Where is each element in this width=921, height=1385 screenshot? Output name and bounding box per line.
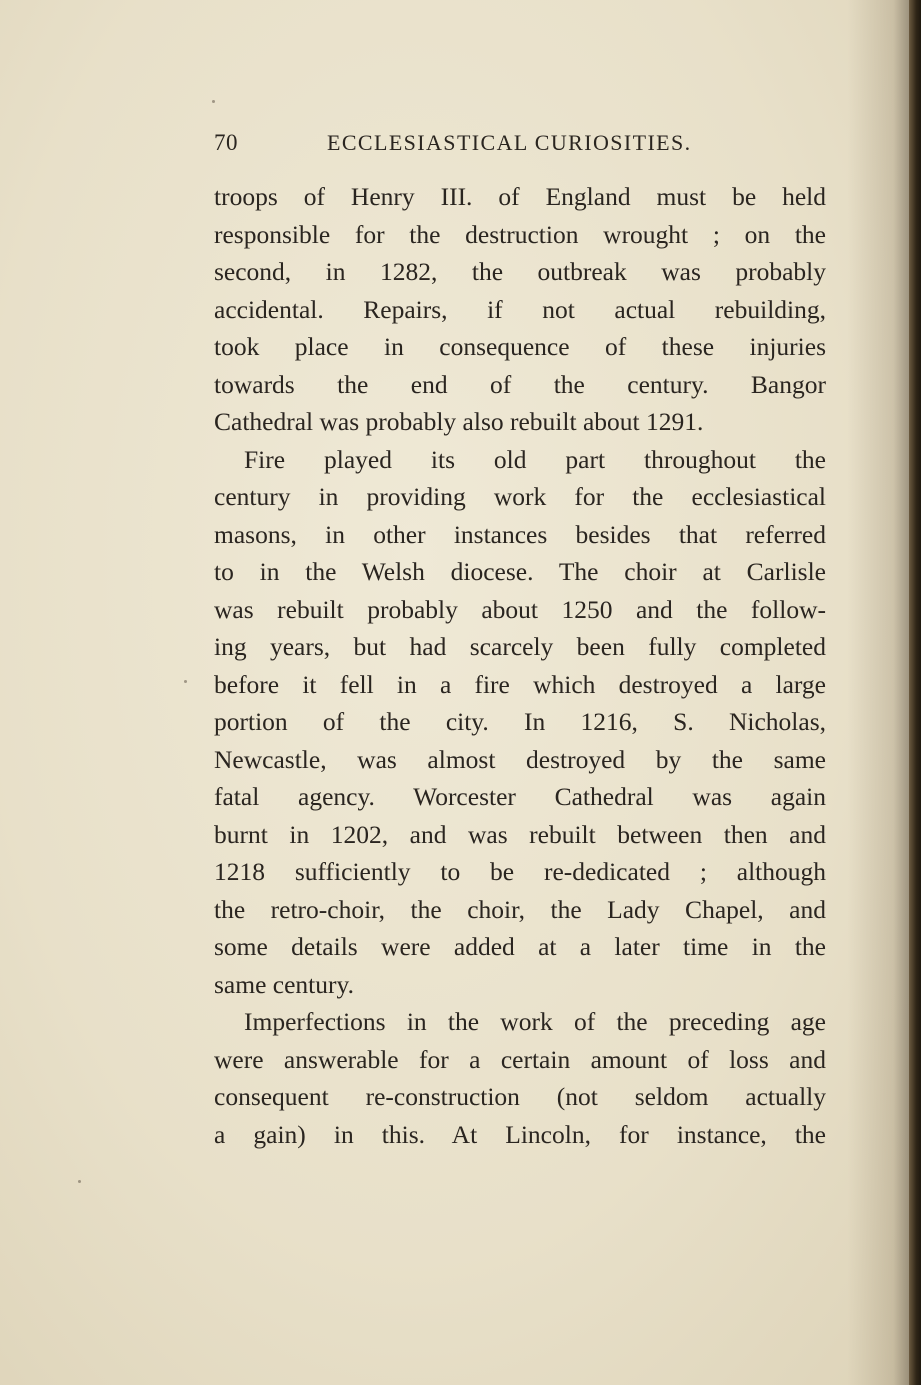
page-header: [214, 130, 824, 166]
text-line: portion of the city. In 1216, S. Nicholas,: [214, 707, 826, 736]
text-line: to in the Welsh diocese. The choir at Carlisle: [214, 557, 826, 586]
text-line: the retro-choir, the choir, the Lady Chapel, and: [214, 894, 826, 924]
page-number: 70: [214, 130, 238, 155]
text-line: responsible for the destruction wrought ; on the: [214, 219, 826, 249]
text-line: 1218 sufficiently to be re-dedicated ; although: [214, 857, 826, 886]
text-line: was rebuilt probably about 1250 and the follow-: [214, 594, 826, 624]
text-line: some details were added at a later time in the: [214, 932, 826, 961]
text-line: masons, in other instances besides that referred: [214, 519, 826, 549]
paper-speck: [184, 680, 187, 683]
running-head: ECCLESIASTICAL CURIOSITIES.: [327, 130, 692, 155]
text-line: consequent re-construction (not seldom actually: [214, 1082, 826, 1111]
paper-speck: [78, 1180, 81, 1183]
text-line: accidental. Repairs, if not actual rebuilding,: [214, 294, 826, 324]
text-line: were answerable for a certain amount of loss and: [214, 1044, 826, 1074]
text-line: ing years, but had scarcely been fully completed: [214, 632, 826, 661]
text-line: Cathedral was probably also rebuilt about 1291.: [214, 407, 704, 436]
text-line: second, in 1282, the outbreak was probably: [214, 257, 826, 286]
page-edge-shadow: [909, 0, 921, 1385]
text-line: towards the end of the century. Bangor: [214, 369, 826, 399]
text-line: fatal agency. Worcester Cathedral was again: [214, 782, 826, 811]
body-text: [214, 178, 826, 1153]
text-line: Newcastle, was almost destroyed by the same: [214, 744, 826, 774]
text-line: before it fell in a fire which destroyed a large: [214, 669, 826, 699]
paper-speck: [212, 100, 215, 103]
text-line: same century.: [214, 969, 354, 999]
text-line: Fire played its old part throughout the: [244, 444, 826, 474]
text-line: burnt in 1202, and was rebuilt between then and: [214, 819, 826, 849]
text-line: a gain) in this. At Lincoln, for instance, the: [214, 1119, 826, 1149]
text-line: took place in consequence of these injuries: [214, 332, 826, 361]
text-line: Imperfections in the work of the preceding age: [244, 1007, 826, 1036]
text-line: century in providing work for the ecclesiastical: [214, 482, 826, 511]
text-line: troops of Henry III. of England must be held: [214, 182, 826, 211]
